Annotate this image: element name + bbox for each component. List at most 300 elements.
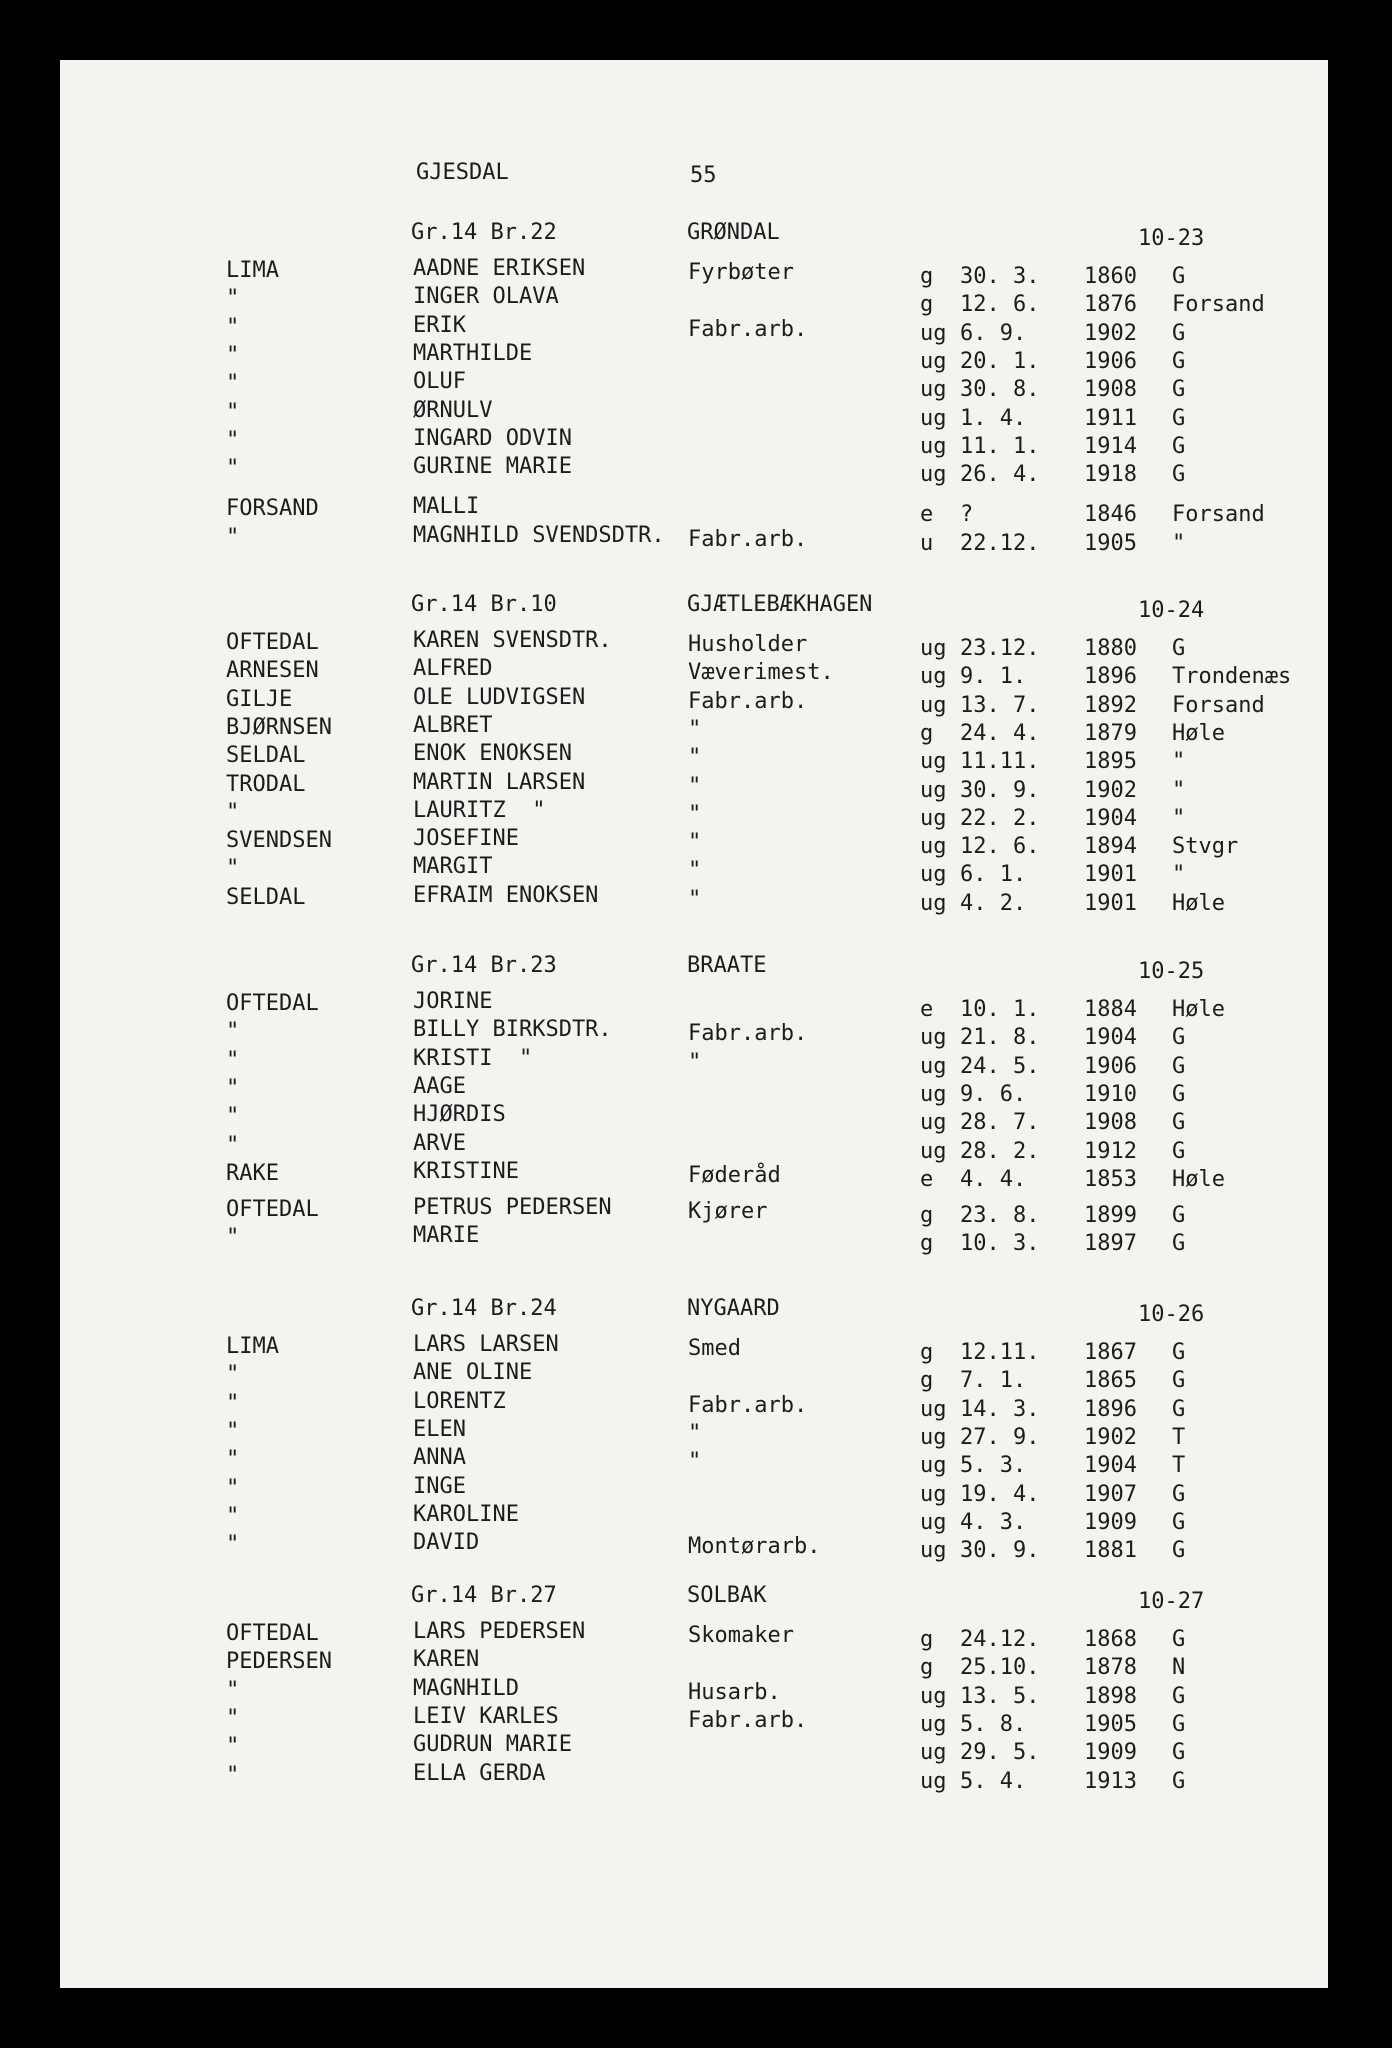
- birth-date-cell: 5. 4.: [960, 1768, 1027, 1794]
- birth-year-cell: 1912: [1084, 1138, 1137, 1164]
- surname-cell: ": [226, 1047, 240, 1073]
- birthplace-cell: Høle: [1172, 720, 1225, 746]
- surname-cell: ": [226, 456, 240, 482]
- occupation-cell: Fabr.arb.: [688, 1392, 808, 1418]
- marital-status-cell: e: [920, 997, 934, 1022]
- marital-status-cell: ug: [920, 1424, 947, 1450]
- person-name-cell: LARS PEDERSEN: [413, 1619, 586, 1644]
- birth-year-cell: 1896: [1084, 664, 1137, 690]
- surname-cell: ": [226, 1075, 240, 1101]
- occupation-cell: Fabr.arb.: [688, 1707, 808, 1733]
- birth-date-cell: 4. 4.: [960, 1166, 1027, 1192]
- birth-date-cell: 23.12.: [960, 636, 1040, 661]
- person-name-cell: LARS LARSEN: [413, 1332, 559, 1357]
- surname-cell: LIMA: [226, 258, 279, 283]
- birthplace-cell: G: [1172, 462, 1186, 488]
- birthplace-cell: T: [1172, 1424, 1186, 1450]
- marital-status-cell: g: [920, 1368, 934, 1394]
- birth-date-cell: 9. 1.: [960, 664, 1027, 690]
- person-name-cell: LAURITZ ": [413, 797, 546, 823]
- birthplace-cell: G: [1172, 1231, 1186, 1257]
- person-name-cell: ELEN: [413, 1416, 466, 1442]
- occupation-cell: Væverimest.: [688, 660, 834, 686]
- surname-cell: OFTEDAL: [226, 991, 319, 1016]
- occupation-cell: ": [688, 745, 702, 771]
- person-name-cell: KAROLINE: [413, 1501, 519, 1527]
- birth-date-cell: 12. 6.: [960, 834, 1040, 860]
- farm-name: BRAATE: [687, 953, 767, 978]
- birthplace-cell: G: [1172, 1509, 1186, 1535]
- record-code: 10-25: [1138, 959, 1205, 984]
- occupation-cell: ": [688, 1449, 702, 1475]
- person-name-cell: GURINE MARIE: [413, 454, 572, 480]
- occupation-cell: Husarb.: [688, 1679, 781, 1705]
- birth-year-cell: 1910: [1084, 1081, 1137, 1107]
- person-name-cell: MAGNHILD: [413, 1675, 519, 1701]
- birth-date-cell: 11. 1.: [960, 433, 1040, 459]
- birth-date-cell: 12.11.: [960, 1340, 1040, 1365]
- birth-year-cell: 1867: [1084, 1340, 1137, 1365]
- birth-year-cell: 1898: [1084, 1683, 1137, 1709]
- marital-status-cell: g: [920, 1203, 934, 1229]
- birthplace-cell: G: [1172, 433, 1186, 459]
- birth-date-cell: 20. 1.: [960, 348, 1040, 374]
- marital-status-cell: ug: [920, 377, 947, 403]
- birth-year-cell: 1897: [1084, 1231, 1137, 1257]
- occupation-cell: Fyrbøter: [688, 260, 794, 285]
- marital-status-cell: e: [920, 502, 934, 528]
- birthplace-cell: G: [1172, 348, 1186, 374]
- birthplace-cell: G: [1172, 1053, 1186, 1079]
- person-name-cell: ALBRET: [413, 712, 493, 738]
- marital-status-cell: ug: [920, 1053, 947, 1079]
- marital-status-cell: g: [920, 1627, 934, 1652]
- occupation-cell: Føderåd: [688, 1162, 781, 1188]
- surname-cell: ": [226, 1019, 240, 1045]
- surname-cell: ": [226, 1104, 240, 1130]
- person-name-cell: ANE OLINE: [413, 1360, 533, 1386]
- marital-status-cell: ug: [920, 805, 947, 831]
- person-name-cell: OLUF: [413, 369, 466, 395]
- birth-date-cell: 25.10.: [960, 1655, 1040, 1681]
- marital-status-cell: ug: [920, 1453, 947, 1479]
- birthplace-cell: Forsand: [1172, 692, 1265, 718]
- person-name-cell: MALLI: [413, 494, 480, 520]
- marital-status-cell: ug: [920, 1481, 947, 1507]
- birthplace-cell: T: [1172, 1453, 1186, 1479]
- person-name-cell: GUDRUN MARIE: [413, 1732, 572, 1758]
- person-name-cell: ALFRED: [413, 656, 493, 682]
- birth-date-cell: 13. 5.: [960, 1683, 1040, 1709]
- occupation-cell: ": [688, 830, 702, 856]
- occupation-cell: ": [688, 1049, 702, 1075]
- marital-status-cell: ug: [920, 1396, 947, 1422]
- person-name-cell: PETRUS PEDERSEN: [413, 1195, 612, 1221]
- surname-cell: ": [226, 524, 240, 550]
- person-name-cell: AAGE: [413, 1073, 466, 1099]
- birth-year-cell: 1904: [1084, 805, 1137, 831]
- surname-cell: ": [226, 371, 240, 397]
- birthplace-cell: ": [1172, 805, 1186, 831]
- property-reference: Gr.14 Br.23: [411, 953, 557, 978]
- marital-status-cell: ug: [920, 348, 947, 374]
- birth-date-cell: 29. 5.: [960, 1740, 1040, 1766]
- birthplace-cell: G: [1172, 1081, 1186, 1107]
- person-name-cell: KAREN SVENSDTR.: [413, 628, 612, 653]
- person-name-cell: LORENTZ: [413, 1388, 506, 1414]
- occupation-cell: Fabr.arb.: [688, 316, 808, 342]
- person-name-cell: ERIK: [413, 312, 466, 338]
- surname-cell: TRODAL: [226, 771, 306, 797]
- record-code: 10-27: [1138, 1589, 1205, 1614]
- birth-year-cell: 1905: [1084, 530, 1137, 556]
- marital-status-cell: ug: [920, 834, 947, 860]
- birth-date-cell: ?: [960, 502, 974, 528]
- surname-cell: ": [226, 1418, 240, 1444]
- surname-cell: ": [226, 1132, 240, 1158]
- person-name-cell: ØRNULV: [413, 397, 493, 423]
- birthplace-cell: G: [1172, 1025, 1186, 1051]
- surname-cell: ": [226, 1677, 240, 1703]
- birthplace-cell: ": [1172, 530, 1186, 556]
- birth-date-cell: 22.12.: [960, 530, 1040, 556]
- occupation-cell: ": [688, 716, 702, 742]
- birth-year-cell: 1911: [1084, 405, 1137, 431]
- surname-cell: ": [226, 1475, 240, 1501]
- birth-date-cell: 14. 3.: [960, 1396, 1040, 1422]
- birth-date-cell: 12. 6.: [960, 292, 1040, 318]
- birthplace-cell: ": [1172, 749, 1186, 775]
- marital-status-cell: ug: [920, 636, 947, 661]
- birth-year-cell: 1908: [1084, 377, 1137, 403]
- marital-status-cell: ug: [920, 749, 947, 775]
- surname-cell: RAKE: [226, 1160, 279, 1186]
- birthplace-cell: G: [1172, 1110, 1186, 1136]
- birthplace-cell: Trondenæs: [1172, 664, 1292, 690]
- birth-date-cell: 5. 8.: [960, 1711, 1027, 1737]
- person-name-cell: MARTHILDE: [413, 340, 533, 366]
- birth-date-cell: 24. 4.: [960, 720, 1040, 746]
- birthplace-cell: G: [1172, 1768, 1186, 1794]
- surname-cell: ": [226, 856, 240, 882]
- birth-year-cell: 1901: [1084, 890, 1137, 916]
- record-code: 10-26: [1138, 1302, 1205, 1327]
- marital-status-cell: ug: [920, 1138, 947, 1164]
- farm-name: GJÆTLEBÆKHAGEN: [687, 592, 873, 617]
- person-name-cell: INGARD ODVIN: [413, 425, 572, 451]
- birthplace-cell: G: [1172, 1396, 1186, 1422]
- person-name-cell: MAGNHILD SVENDSDTR.: [413, 522, 665, 548]
- marital-status-cell: g: [920, 264, 934, 289]
- marital-status-cell: ug: [920, 1711, 947, 1737]
- occupation-cell: Fabr.arb.: [688, 688, 808, 714]
- occupation-cell: Fabr.arb.: [688, 1021, 808, 1047]
- birthplace-cell: G: [1172, 1481, 1186, 1507]
- property-reference: Gr.14 Br.10: [411, 592, 557, 617]
- surname-cell: ARNESEN: [226, 658, 319, 684]
- birth-year-cell: 1868: [1084, 1627, 1137, 1652]
- birth-date-cell: 26. 4.: [960, 462, 1040, 488]
- birth-date-cell: 4. 3.: [960, 1509, 1027, 1535]
- person-name-cell: JOSEFINE: [413, 826, 519, 852]
- marital-status-cell: ug: [920, 1025, 947, 1051]
- surname-cell: ": [226, 1762, 240, 1788]
- birth-date-cell: 21. 8.: [960, 1025, 1040, 1051]
- birth-date-cell: 7. 1.: [960, 1368, 1027, 1394]
- birth-year-cell: 1902: [1084, 320, 1137, 346]
- person-name-cell: MARGIT: [413, 854, 493, 880]
- birth-year-cell: 1909: [1084, 1740, 1137, 1766]
- birth-year-cell: 1907: [1084, 1481, 1137, 1507]
- property-reference: Gr.14 Br.24: [411, 1296, 557, 1321]
- birth-date-cell: 30. 3.: [960, 264, 1040, 289]
- birth-date-cell: 19. 4.: [960, 1481, 1040, 1507]
- surname-cell: ": [226, 314, 240, 340]
- birthplace-cell: G: [1172, 1683, 1186, 1709]
- birth-year-cell: 1918: [1084, 462, 1137, 488]
- marital-status-cell: ug: [920, 777, 947, 803]
- surname-cell: ": [226, 342, 240, 368]
- person-name-cell: ANNA: [413, 1445, 466, 1471]
- birth-year-cell: 1904: [1084, 1453, 1137, 1479]
- person-name-cell: ELLA GERDA: [413, 1760, 546, 1786]
- birth-year-cell: 1906: [1084, 1053, 1137, 1079]
- surname-cell: PEDERSEN: [226, 1649, 332, 1675]
- marital-status-cell: ug: [920, 462, 947, 488]
- person-name-cell: MARIE: [413, 1223, 480, 1249]
- birthplace-cell: G: [1172, 1711, 1186, 1737]
- birth-year-cell: 1914: [1084, 433, 1137, 459]
- surname-cell: ": [226, 286, 240, 312]
- birthplace-cell: Høle: [1172, 890, 1225, 916]
- birth-year-cell: 1896: [1084, 1396, 1137, 1422]
- birth-date-cell: 30. 9.: [960, 777, 1040, 803]
- birth-year-cell: 1853: [1084, 1166, 1137, 1192]
- birth-year-cell: 1905: [1084, 1711, 1137, 1737]
- occupation-cell: Fabr.arb.: [688, 526, 808, 552]
- birth-date-cell: 9. 6.: [960, 1081, 1027, 1107]
- marital-status-cell: g: [920, 1655, 934, 1681]
- person-name-cell: MARTIN LARSEN: [413, 769, 586, 795]
- birth-year-cell: 1895: [1084, 749, 1137, 775]
- occupation-cell: ": [688, 773, 702, 799]
- birthplace-cell: Forsand: [1172, 502, 1265, 528]
- marital-status-cell: ug: [920, 1768, 947, 1794]
- birth-year-cell: 1904: [1084, 1025, 1137, 1051]
- birth-date-cell: 28. 2.: [960, 1138, 1040, 1164]
- occupation-cell: Husholder: [688, 632, 808, 657]
- birthplace-cell: G: [1172, 1368, 1186, 1394]
- surname-cell: GILJE: [226, 686, 293, 712]
- marital-status-cell: ug: [920, 890, 947, 916]
- surname-cell: OFTEDAL: [226, 1197, 319, 1223]
- person-name-cell: INGE: [413, 1473, 466, 1499]
- marital-status-cell: ug: [920, 1683, 947, 1709]
- marital-status-cell: u: [920, 530, 934, 556]
- surname-cell: ": [226, 427, 240, 453]
- surname-cell: ": [226, 1390, 240, 1416]
- person-name-cell: INGER OLAVA: [413, 284, 559, 310]
- person-name-cell: DAVID: [413, 1530, 480, 1556]
- birthplace-cell: G: [1172, 1740, 1186, 1766]
- surname-cell: OFTEDAL: [226, 630, 319, 655]
- birthplace-cell: N: [1172, 1655, 1186, 1681]
- birth-year-cell: 1892: [1084, 692, 1137, 718]
- birthplace-cell: G: [1172, 636, 1186, 661]
- birth-date-cell: 4. 2.: [960, 890, 1027, 916]
- person-name-cell: ARVE: [413, 1130, 466, 1156]
- surname-cell: SELDAL: [226, 884, 306, 910]
- farm-name: NYGAARD: [687, 1296, 780, 1321]
- surname-cell: OFTEDAL: [226, 1621, 319, 1646]
- surname-cell: LIMA: [226, 1334, 279, 1359]
- marital-status-cell: ug: [920, 1509, 947, 1535]
- page-number: 55: [690, 163, 717, 188]
- person-name-cell: OLE LUDVIGSEN: [413, 684, 586, 710]
- surname-cell: ": [226, 1447, 240, 1473]
- surname-cell: ": [226, 1362, 240, 1388]
- birthplace-cell: ": [1172, 777, 1186, 803]
- person-name-cell: HJØRDIS: [413, 1102, 506, 1128]
- occupation-cell: Skomaker: [688, 1623, 794, 1648]
- birth-date-cell: 10. 1.: [960, 997, 1040, 1022]
- surname-cell: BJØRNSEN: [226, 714, 332, 740]
- birth-year-cell: 1881: [1084, 1538, 1137, 1564]
- birth-date-cell: 23. 8.: [960, 1203, 1040, 1229]
- marital-status-cell: ug: [920, 692, 947, 718]
- birth-date-cell: 30. 8.: [960, 377, 1040, 403]
- birth-date-cell: 1. 4.: [960, 405, 1027, 431]
- marital-status-cell: ug: [920, 320, 947, 346]
- property-reference: Gr.14 Br.27: [411, 1583, 557, 1608]
- occupation-cell: ": [688, 801, 702, 827]
- marital-status-cell: g: [920, 292, 934, 318]
- farm-name: GRØNDAL: [687, 220, 780, 245]
- birth-year-cell: 1878: [1084, 1655, 1137, 1681]
- birthplace-cell: G: [1172, 377, 1186, 403]
- birthplace-cell: G: [1172, 320, 1186, 346]
- occupation-cell: Smed: [688, 1336, 741, 1361]
- surname-cell: ": [226, 1532, 240, 1558]
- marital-status-cell: ug: [920, 862, 947, 888]
- birth-year-cell: 1899: [1084, 1203, 1137, 1229]
- birth-year-cell: 1879: [1084, 720, 1137, 746]
- marital-status-cell: e: [920, 1166, 934, 1192]
- birth-year-cell: 1902: [1084, 1424, 1137, 1450]
- marital-status-cell: ug: [920, 433, 947, 459]
- birthplace-cell: G: [1172, 1340, 1186, 1365]
- marital-status-cell: ug: [920, 1110, 947, 1136]
- birthplace-cell: G: [1172, 264, 1186, 289]
- birth-year-cell: 1880: [1084, 636, 1137, 661]
- birthplace-cell: G: [1172, 1538, 1186, 1564]
- birth-date-cell: 5. 3.: [960, 1453, 1027, 1479]
- record-code: 10-24: [1138, 598, 1205, 623]
- person-name-cell: BILLY BIRKSDTR.: [413, 1017, 612, 1043]
- birth-year-cell: 1846: [1084, 502, 1137, 528]
- marital-status-cell: g: [920, 720, 934, 746]
- birth-date-cell: 27. 9.: [960, 1424, 1040, 1450]
- person-name-cell: KRISTINE: [413, 1158, 519, 1184]
- occupation-cell: ": [688, 886, 702, 912]
- birth-year-cell: 1865: [1084, 1368, 1137, 1394]
- birth-date-cell: 6. 9.: [960, 320, 1027, 346]
- birth-date-cell: 13. 7.: [960, 692, 1040, 718]
- birthplace-cell: G: [1172, 1138, 1186, 1164]
- birth-year-cell: 1894: [1084, 834, 1137, 860]
- surname-cell: FORSAND: [226, 496, 319, 522]
- person-name-cell: JORINE: [413, 989, 493, 1014]
- marital-status-cell: g: [920, 1231, 934, 1257]
- person-name-cell: LEIV KARLES: [413, 1703, 559, 1729]
- birthplace-cell: G: [1172, 1203, 1186, 1229]
- surname-cell: ": [226, 1225, 240, 1251]
- birth-year-cell: 1908: [1084, 1110, 1137, 1136]
- person-name-cell: KRISTI ": [413, 1045, 533, 1071]
- birthplace-cell: ": [1172, 862, 1186, 888]
- birthplace-cell: G: [1172, 405, 1186, 431]
- birth-date-cell: 10. 3.: [960, 1231, 1040, 1257]
- surname-cell: ": [226, 1734, 240, 1760]
- birth-date-cell: 11.11.: [960, 749, 1040, 775]
- birthplace-cell: Stvgr: [1172, 834, 1239, 860]
- property-reference: Gr.14 Br.22: [411, 220, 557, 245]
- birth-date-cell: 28. 7.: [960, 1110, 1040, 1136]
- birth-date-cell: 24. 5.: [960, 1053, 1040, 1079]
- person-name-cell: EFRAIM ENOKSEN: [413, 882, 599, 908]
- marital-status-cell: ug: [920, 1538, 947, 1564]
- occupation-cell: Montørarb.: [688, 1534, 821, 1560]
- birth-year-cell: 1906: [1084, 348, 1137, 374]
- person-name-cell: ENOK ENOKSEN: [413, 741, 572, 767]
- surname-cell: ": [226, 799, 240, 825]
- surname-cell: SVENDSEN: [226, 828, 332, 854]
- farm-name: SOLBAK: [687, 1583, 767, 1608]
- birthplace-cell: Forsand: [1172, 292, 1265, 318]
- birth-year-cell: 1884: [1084, 997, 1137, 1022]
- surname-cell: ": [226, 1705, 240, 1731]
- surname-cell: SELDAL: [226, 743, 306, 769]
- birthplace-cell: G: [1172, 1627, 1186, 1652]
- birth-year-cell: 1909: [1084, 1509, 1137, 1535]
- birth-date-cell: 6. 1.: [960, 862, 1027, 888]
- birth-year-cell: 1876: [1084, 292, 1137, 318]
- birth-date-cell: 22. 2.: [960, 805, 1040, 831]
- marital-status-cell: ug: [920, 1081, 947, 1107]
- person-name-cell: KAREN: [413, 1647, 480, 1673]
- birth-date-cell: 24.12.: [960, 1627, 1040, 1652]
- birth-year-cell: 1901: [1084, 862, 1137, 888]
- occupation-cell: ": [688, 1420, 702, 1446]
- marital-status-cell: ug: [920, 405, 947, 431]
- occupation-cell: Kjører: [688, 1199, 768, 1225]
- birth-date-cell: 30. 9.: [960, 1538, 1040, 1564]
- person-name-cell: AADNE ERIKSEN: [413, 256, 586, 281]
- occupation-cell: ": [688, 858, 702, 884]
- surname-cell: ": [226, 1503, 240, 1529]
- marital-status-cell: ug: [920, 1740, 947, 1766]
- record-code: 10-23: [1138, 226, 1205, 251]
- birthplace-cell: Høle: [1172, 1166, 1225, 1192]
- marital-status-cell: g: [920, 1340, 934, 1365]
- birth-year-cell: 1913: [1084, 1768, 1137, 1794]
- birth-year-cell: 1902: [1084, 777, 1137, 803]
- marital-status-cell: ug: [920, 664, 947, 690]
- birthplace-cell: Høle: [1172, 997, 1225, 1022]
- parish-title: GJESDAL: [416, 160, 509, 185]
- surname-cell: ": [226, 399, 240, 425]
- birth-year-cell: 1860: [1084, 264, 1137, 289]
